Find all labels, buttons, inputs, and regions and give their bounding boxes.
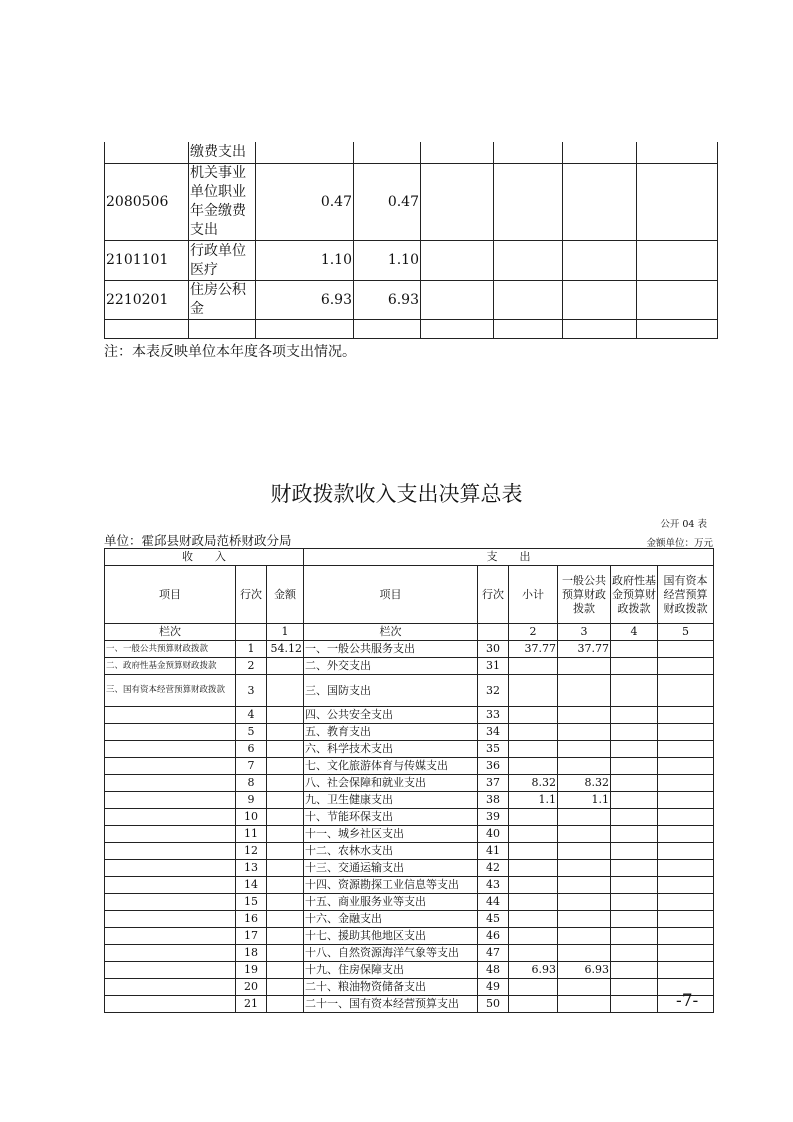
cell-general-budget: 8.32 <box>558 775 611 792</box>
cell-gov-fund <box>611 911 658 928</box>
income-section-header: 收 入 <box>105 549 304 566</box>
cell-col6 <box>494 320 563 339</box>
table-row <box>105 724 714 741</box>
cell-subtotal <box>509 675 558 707</box>
cell-income-item <box>105 894 236 911</box>
cell-gov-fund <box>611 641 658 658</box>
cell-expense-row-no: 49 <box>478 979 509 996</box>
cell-expense-row-no: 44 <box>478 894 509 911</box>
index-expense-label: 栏次 <box>304 624 478 641</box>
cell-income-item: 二、政府性基金预算财政拨款 <box>105 658 236 675</box>
cell-col5 <box>421 320 494 339</box>
cell-expense-item: 十三、交通运输支出 <box>304 860 478 877</box>
cell-subtotal <box>509 877 558 894</box>
index-gov-fund: 4 <box>611 624 658 641</box>
cell-subtotal <box>509 911 558 928</box>
cell-income-amount <box>267 928 304 945</box>
cell-general-budget <box>558 911 611 928</box>
cell-income-row-no: 4 <box>236 707 267 724</box>
cell-basic <box>354 142 421 164</box>
cell-expense-row-no: 43 <box>478 877 509 894</box>
cell-col6 <box>494 164 563 241</box>
cell-income-row-no: 10 <box>236 809 267 826</box>
cell-subtotal <box>509 996 558 1013</box>
cell-expense-row-no: 39 <box>478 809 509 826</box>
cell-col7 <box>563 281 637 320</box>
cell-gov-fund <box>611 724 658 741</box>
cell-expense-item: 七、文化旅游体育与传媒支出 <box>304 758 478 775</box>
table-row <box>105 826 714 843</box>
cell-general-budget <box>558 758 611 775</box>
cell-col5 <box>421 164 494 241</box>
cell-subtotal <box>509 979 558 996</box>
cell-income-row-no: 19 <box>236 962 267 979</box>
cell-subtotal: 1.1 <box>509 792 558 809</box>
cell-subtotal <box>509 928 558 945</box>
cell-code: 2080506 <box>105 164 189 241</box>
cell-gov-fund <box>611 996 658 1013</box>
cell-expense-row-no: 32 <box>478 675 509 707</box>
cell-subtotal <box>509 809 558 826</box>
cell-state-capital <box>658 962 714 979</box>
section-header-row <box>105 549 714 566</box>
cell-income-amount <box>267 658 304 675</box>
cell-name <box>189 320 256 339</box>
page-number: -7- <box>676 991 699 1011</box>
cell-name: 住房公积金 <box>189 281 256 320</box>
cell-expense-row-no: 41 <box>478 843 509 860</box>
cell-income-item <box>105 928 236 945</box>
cell-expense-row-no: 50 <box>478 996 509 1013</box>
cell-code: 2210201 <box>105 281 189 320</box>
cell-income-item: 一、一般公共预算财政拨款 <box>105 641 236 658</box>
cell-gov-fund <box>611 928 658 945</box>
cell-expense-item: 十六、金融支出 <box>304 911 478 928</box>
cell-income-row-no: 6 <box>236 741 267 758</box>
cell-gov-fund <box>611 741 658 758</box>
cell-income-row-no: 14 <box>236 877 267 894</box>
cell-general-budget <box>558 996 611 1013</box>
cell-col8 <box>637 320 718 339</box>
index-expense-row-no <box>478 624 509 641</box>
cell-expense-item: 二十、粮油物资储备支出 <box>304 979 478 996</box>
cell-income-amount <box>267 724 304 741</box>
cell-income-item <box>105 979 236 996</box>
cell-col7 <box>563 164 637 241</box>
cell-expense-item: 十、节能环保支出 <box>304 809 478 826</box>
cell-expense-row-no: 33 <box>478 707 509 724</box>
cell-general-budget <box>558 979 611 996</box>
cell-gov-fund <box>611 758 658 775</box>
cell-income-item <box>105 843 236 860</box>
cell-state-capital <box>658 658 714 675</box>
cell-general-budget <box>558 843 611 860</box>
table-row <box>105 962 714 979</box>
cell-expense-row-no: 36 <box>478 758 509 775</box>
cell-gov-fund <box>611 658 658 675</box>
column-index-row <box>105 624 714 641</box>
index-income-row-no <box>236 624 267 641</box>
cell-expense-item: 二、外交支出 <box>304 658 478 675</box>
cell-income-amount <box>267 877 304 894</box>
cell-expense-row-no: 38 <box>478 792 509 809</box>
cell-general-budget <box>558 928 611 945</box>
cell-general-budget <box>558 724 611 741</box>
cell-col8 <box>637 241 718 281</box>
cell-basic: 1.10 <box>354 241 421 281</box>
cell-income-item <box>105 911 236 928</box>
cell-expense-item: 十九、住房保障支出 <box>304 962 478 979</box>
table-row <box>105 860 714 877</box>
cell-income-row-no: 7 <box>236 758 267 775</box>
cell-general-budget <box>558 826 611 843</box>
cell-income-row-no: 21 <box>236 996 267 1013</box>
cell-income-item <box>105 707 236 724</box>
cell-expense-item: 三、国防支出 <box>304 675 478 707</box>
cell-state-capital <box>658 758 714 775</box>
cell-col8 <box>637 142 718 164</box>
cell-subtotal <box>509 741 558 758</box>
cell-expense-item: 十五、商业服务业等支出 <box>304 894 478 911</box>
column-header-row <box>105 566 714 624</box>
cell-income-item <box>105 758 236 775</box>
amount-unit: 金额单位：万元 <box>646 538 713 549</box>
table-row <box>105 894 714 911</box>
cell-income-amount <box>267 979 304 996</box>
index-income-label: 栏次 <box>105 624 236 641</box>
cell-income-item <box>105 962 236 979</box>
header-expense-item: 项目 <box>304 566 478 624</box>
cell-col5 <box>421 142 494 164</box>
cell-expense-row-no: 35 <box>478 741 509 758</box>
cell-income-amount <box>267 809 304 826</box>
table-row <box>105 911 714 928</box>
cell-general-budget <box>558 658 611 675</box>
cell-income-item <box>105 741 236 758</box>
cell-income-amount <box>267 911 304 928</box>
cell-state-capital <box>658 675 714 707</box>
index-subtotal: 2 <box>509 624 558 641</box>
cell-expense-row-no: 46 <box>478 928 509 945</box>
cell-state-capital <box>658 911 714 928</box>
cell-expense-row-no: 37 <box>478 775 509 792</box>
cell-subtotal <box>509 860 558 877</box>
cell-gov-fund <box>611 809 658 826</box>
table-row <box>105 658 714 675</box>
cell-general-budget <box>558 741 611 758</box>
cell-code <box>105 142 189 164</box>
cell-subtotal <box>509 724 558 741</box>
cell-general-budget <box>558 877 611 894</box>
header-subtotal: 小计 <box>509 566 558 624</box>
index-state-capital: 5 <box>658 624 714 641</box>
cell-total: 1.10 <box>256 241 354 281</box>
index-general: 3 <box>558 624 611 641</box>
cell-income-amount <box>267 775 304 792</box>
cell-total <box>256 142 354 164</box>
cell-gov-fund <box>611 826 658 843</box>
table-row <box>105 928 714 945</box>
table-row <box>105 320 718 339</box>
table-row <box>105 675 714 707</box>
cell-general-budget <box>558 860 611 877</box>
table-row <box>105 996 714 1013</box>
cell-basic: 6.93 <box>354 281 421 320</box>
cell-gov-fund <box>611 775 658 792</box>
cell-name: 行政单位医疗 <box>189 241 256 281</box>
header-expense-row-no: 行次 <box>478 566 509 624</box>
table-row <box>105 741 714 758</box>
cell-general-budget <box>558 894 611 911</box>
cell-income-row-no: 8 <box>236 775 267 792</box>
cell-income-item <box>105 809 236 826</box>
cell-expense-item: 十二、农林水支出 <box>304 843 478 860</box>
cell-state-capital <box>658 928 714 945</box>
cell-gov-fund <box>611 979 658 996</box>
cell-state-capital <box>658 945 714 962</box>
cell-general-budget <box>558 675 611 707</box>
cell-income-amount: 54.12 <box>267 641 304 658</box>
cell-col5 <box>421 241 494 281</box>
fiscal-appropriation-summary-table <box>104 548 714 1013</box>
cell-subtotal <box>509 843 558 860</box>
cell-general-budget <box>558 809 611 826</box>
expense-section-header: 支 出 <box>304 549 714 566</box>
cell-expense-item: 十八、自然资源海洋气象等支出 <box>304 945 478 962</box>
cell-income-row-no: 13 <box>236 860 267 877</box>
cell-subtotal <box>509 707 558 724</box>
cell-income-amount <box>267 826 304 843</box>
cell-income-row-no: 3 <box>236 675 267 707</box>
table-note: 注：本表反映单位本年度各项支出情况。 <box>104 344 356 360</box>
cell-subtotal: 8.32 <box>509 775 558 792</box>
cell-expense-item: 六、科学技术支出 <box>304 741 478 758</box>
cell-expense-item: 一、一般公共服务支出 <box>304 641 478 658</box>
table-row <box>105 877 714 894</box>
cell-expense-item: 五、教育支出 <box>304 724 478 741</box>
cell-income-amount <box>267 741 304 758</box>
cell-gov-fund <box>611 792 658 809</box>
cell-name: 机关事业单位职业年金缴费支出 <box>189 164 256 241</box>
cell-income-row-no: 11 <box>236 826 267 843</box>
cell-income-item <box>105 996 236 1013</box>
cell-expense-row-no: 48 <box>478 962 509 979</box>
cell-state-capital <box>658 792 714 809</box>
report-title: 财政拨款收入支出决算总表 <box>270 482 523 506</box>
cell-gov-fund <box>611 707 658 724</box>
expenditure-detail-table <box>104 142 718 339</box>
table-row <box>105 241 718 281</box>
header-income-amount: 金额 <box>267 566 304 624</box>
cell-income-item <box>105 775 236 792</box>
cell-income-item <box>105 826 236 843</box>
form-number: 公开 04 表 <box>660 519 707 530</box>
cell-state-capital <box>658 809 714 826</box>
table-row <box>105 707 714 724</box>
cell-col7 <box>563 320 637 339</box>
cell-expense-row-no: 42 <box>478 860 509 877</box>
cell-expense-row-no: 47 <box>478 945 509 962</box>
table-row <box>105 281 718 320</box>
cell-state-capital <box>658 894 714 911</box>
cell-subtotal: 37.77 <box>509 641 558 658</box>
cell-subtotal: 6.93 <box>509 962 558 979</box>
cell-code: 2101101 <box>105 241 189 281</box>
cell-gov-fund <box>611 843 658 860</box>
cell-general-budget: 37.77 <box>558 641 611 658</box>
header-income-row-no: 行次 <box>236 566 267 624</box>
cell-expense-item: 十四、资源勘探工业信息等支出 <box>304 877 478 894</box>
cell-col6 <box>494 281 563 320</box>
index-income-amount: 1 <box>267 624 304 641</box>
cell-col7 <box>563 241 637 281</box>
table-row <box>105 809 714 826</box>
cell-income-item: 三、国有资本经营预算财政拨款 <box>105 675 236 707</box>
cell-gov-fund <box>611 945 658 962</box>
cell-income-amount <box>267 962 304 979</box>
cell-basic <box>354 320 421 339</box>
cell-income-row-no: 20 <box>236 979 267 996</box>
cell-state-capital <box>658 860 714 877</box>
cell-expense-row-no: 31 <box>478 658 509 675</box>
cell-gov-fund <box>611 675 658 707</box>
cell-income-amount <box>267 894 304 911</box>
cell-income-row-no: 5 <box>236 724 267 741</box>
cell-expense-item: 十七、援助其他地区支出 <box>304 928 478 945</box>
cell-subtotal <box>509 894 558 911</box>
cell-general-budget: 6.93 <box>558 962 611 979</box>
cell-col8 <box>637 281 718 320</box>
cell-general-budget <box>558 707 611 724</box>
header-income-item: 项目 <box>105 566 236 624</box>
cell-income-row-no: 15 <box>236 894 267 911</box>
table-row <box>105 792 714 809</box>
table-row <box>105 843 714 860</box>
cell-state-capital <box>658 843 714 860</box>
cell-state-capital <box>658 724 714 741</box>
cell-gov-fund <box>611 860 658 877</box>
cell-basic: 0.47 <box>354 164 421 241</box>
table-row <box>105 164 718 241</box>
cell-income-amount <box>267 707 304 724</box>
cell-col6 <box>494 142 563 164</box>
cell-expense-item: 八、社会保障和就业支出 <box>304 775 478 792</box>
cell-income-amount <box>267 792 304 809</box>
cell-income-amount <box>267 945 304 962</box>
cell-income-amount <box>267 860 304 877</box>
cell-income-row-no: 2 <box>236 658 267 675</box>
cell-income-amount <box>267 996 304 1013</box>
cell-subtotal <box>509 758 558 775</box>
header-gov-fund: 政府性基金预算财政拨款 <box>611 566 658 624</box>
cell-general-budget <box>558 945 611 962</box>
cell-total <box>256 320 354 339</box>
cell-state-capital <box>658 826 714 843</box>
cell-subtotal <box>509 658 558 675</box>
cell-col7 <box>563 142 637 164</box>
cell-income-item <box>105 877 236 894</box>
cell-income-item <box>105 860 236 877</box>
cell-expense-row-no: 30 <box>478 641 509 658</box>
header-general-budget: 一般公共预算财政拨款 <box>558 566 611 624</box>
table-row <box>105 142 718 164</box>
cell-subtotal <box>509 945 558 962</box>
cell-expense-item: 九、卫生健康支出 <box>304 792 478 809</box>
cell-subtotal <box>509 826 558 843</box>
table-row <box>105 775 714 792</box>
cell-income-row-no: 18 <box>236 945 267 962</box>
cell-expense-row-no: 45 <box>478 911 509 928</box>
cell-col5 <box>421 281 494 320</box>
table-row <box>105 945 714 962</box>
table-row <box>105 979 714 996</box>
cell-income-item <box>105 724 236 741</box>
cell-income-item <box>105 945 236 962</box>
header-state-capital: 国有资本经营预算财政拨款 <box>658 566 714 624</box>
cell-expense-item: 二十一、国有资本经营预算支出 <box>304 996 478 1013</box>
cell-code <box>105 320 189 339</box>
cell-income-amount <box>267 675 304 707</box>
cell-gov-fund <box>611 962 658 979</box>
cell-expense-row-no: 34 <box>478 724 509 741</box>
cell-expense-item: 四、公共安全支出 <box>304 707 478 724</box>
cell-expense-row-no: 40 <box>478 826 509 843</box>
cell-income-item <box>105 792 236 809</box>
cell-name: 缴费支出 <box>189 142 256 164</box>
cell-gov-fund <box>611 894 658 911</box>
cell-state-capital <box>658 741 714 758</box>
cell-col6 <box>494 241 563 281</box>
cell-state-capital <box>658 775 714 792</box>
cell-income-row-no: 16 <box>236 911 267 928</box>
cell-state-capital <box>658 641 714 658</box>
cell-total: 6.93 <box>256 281 354 320</box>
cell-expense-item: 十一、城乡社区支出 <box>304 826 478 843</box>
cell-gov-fund <box>611 877 658 894</box>
cell-income-row-no: 12 <box>236 843 267 860</box>
cell-income-row-no: 1 <box>236 641 267 658</box>
cell-state-capital <box>658 707 714 724</box>
reporting-unit: 单位：霍邱县财政局范桥财政分局 <box>104 533 292 548</box>
cell-general-budget: 1.1 <box>558 792 611 809</box>
table-row <box>105 641 714 658</box>
cell-total: 0.47 <box>256 164 354 241</box>
cell-income-amount <box>267 843 304 860</box>
cell-col8 <box>637 164 718 241</box>
table-row <box>105 758 714 775</box>
cell-income-amount <box>267 758 304 775</box>
cell-state-capital <box>658 877 714 894</box>
cell-income-row-no: 17 <box>236 928 267 945</box>
cell-income-row-no: 9 <box>236 792 267 809</box>
